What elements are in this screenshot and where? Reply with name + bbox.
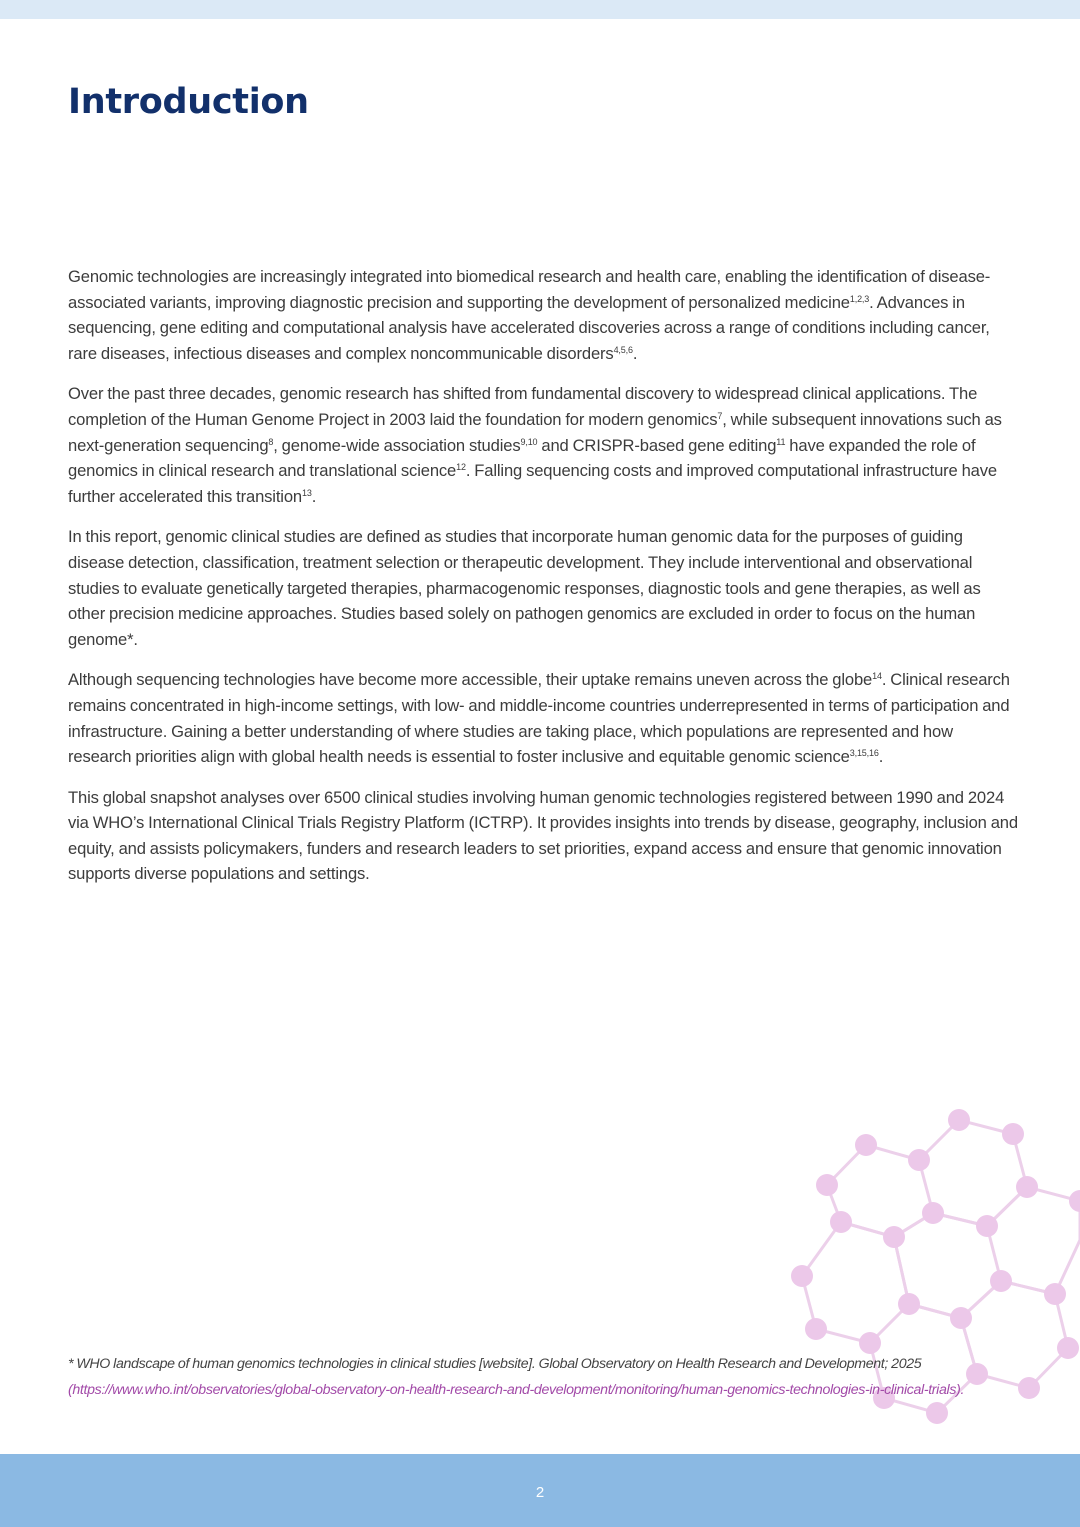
paragraph-text: . xyxy=(632,343,638,363)
citation-superscript: 7 xyxy=(717,410,723,421)
paragraph-text: Over the past three decades, genomic research has shifted from fundamental discovery to widespread clinical applications. The completion of the Human Genome Project in 2003 laid the foundation for modern genomics xyxy=(68,384,978,429)
paragraph-text: , genome-wide association studies xyxy=(273,435,521,455)
paragraph-text: . Clinical research remains concentrated in high-income settings, with low- and middle-income countries underrepresented in terms of participation and infrastructure. Gaining a better understanding of where studies are taking place, which populations are represented and how research priorities align with global health needs is essential to foster inclusive and equitable genomic science xyxy=(68,670,1010,767)
footnote xyxy=(68,1352,998,1403)
paragraph-text: . Falling sequencing costs and improved computational infrastructure have further accelerated this transition xyxy=(68,461,997,506)
footnote-link[interactable] xyxy=(68,1382,964,1398)
citation-superscript: 4,5,6 xyxy=(613,344,633,355)
paragraph xyxy=(68,667,1018,769)
footnote-text: * WHO landscape of human genomics technologies in clinical studies [website]. Global Observatory on Health Research and Development; 2025 xyxy=(68,1356,922,1372)
page-footer xyxy=(0,1454,1080,1527)
top-band xyxy=(0,0,1080,19)
paragraph-text: and CRISPR-based gene editing xyxy=(537,435,777,455)
paragraph-text: . Advances in sequencing, gene editing and computational analysis have accelerated discoveries across a range of conditions including cancer, rare diseases, infectious diseases and complex noncommunicable disorders xyxy=(68,292,990,363)
paragraph-text: . xyxy=(311,486,317,506)
citation-superscript: 14 xyxy=(872,671,882,682)
paragraph xyxy=(68,381,1018,509)
paragraph xyxy=(68,785,1018,887)
paragraph-text: . xyxy=(878,747,884,767)
paragraph-text: Genomic technologies are increasingly integrated into biomedical research and health care, enabling the identification of disease-associated variants, improving diagnostic precision and supporting the development of personalized medicine xyxy=(68,267,991,312)
paragraph-text: have expanded the role of genomics in clinical research and translational science xyxy=(68,435,976,481)
citation-superscript: 9,10 xyxy=(520,436,538,447)
citation-superscript: 8 xyxy=(268,436,274,447)
page-number: 2 xyxy=(535,1484,545,1501)
paragraph-text: Although sequencing technologies have become more accessible, their uptake remains uneven across the globe xyxy=(68,670,873,690)
citation-superscript: 13 xyxy=(301,487,312,498)
footnote-link-url: https://www.who.int/observatories/global-observatory-on-health-research-and-development/monitoring/human-genomics-technologies-in-clinical-trials xyxy=(72,1381,957,1398)
citation-superscript: 11 xyxy=(776,436,786,447)
paragraph xyxy=(68,264,1018,366)
citation-superscript: 12 xyxy=(456,462,466,473)
paragraph-text: In this report, genomic clinical studies are defined as studies that incorporate human genomic data for the purposes of guiding disease detection, classification, treatment selection or therapeutic development. They include interventional and observational studies to evaluate genetically targeted therapies, pharmacogenomic responses, diagnostic tools and gene therapies, as well as other precision medicine approaches. Studies based solely on pathogen genomics are excluded in order to focus on the human genome*. xyxy=(68,527,981,649)
paragraph-text: , while subsequent innovations such as next-generation sequencing xyxy=(68,409,1002,455)
footnote-link-close: ). xyxy=(956,1381,965,1398)
paragraph xyxy=(68,524,1018,652)
page-title: Introduction xyxy=(68,82,309,122)
citation-superscript: 1,2,3 xyxy=(849,293,870,304)
footnote-link-open: ( xyxy=(68,1381,73,1398)
citation-superscript: 3,15,16 xyxy=(849,748,879,759)
paragraph-text: This global snapshot analyses over 6500 clinical studies involving human genomic technologies registered between 1990 and 2024 via WHO’s International Clinical Trials Registry Platform (ICTRP). It provides insights into trends by disease, geography, inclusion and equity, and assists policymakers, funders and research leaders to set priorities, expand access and ensure that genomic innovation supports diverse populations and settings. xyxy=(68,787,1018,884)
body-text xyxy=(68,264,1018,902)
